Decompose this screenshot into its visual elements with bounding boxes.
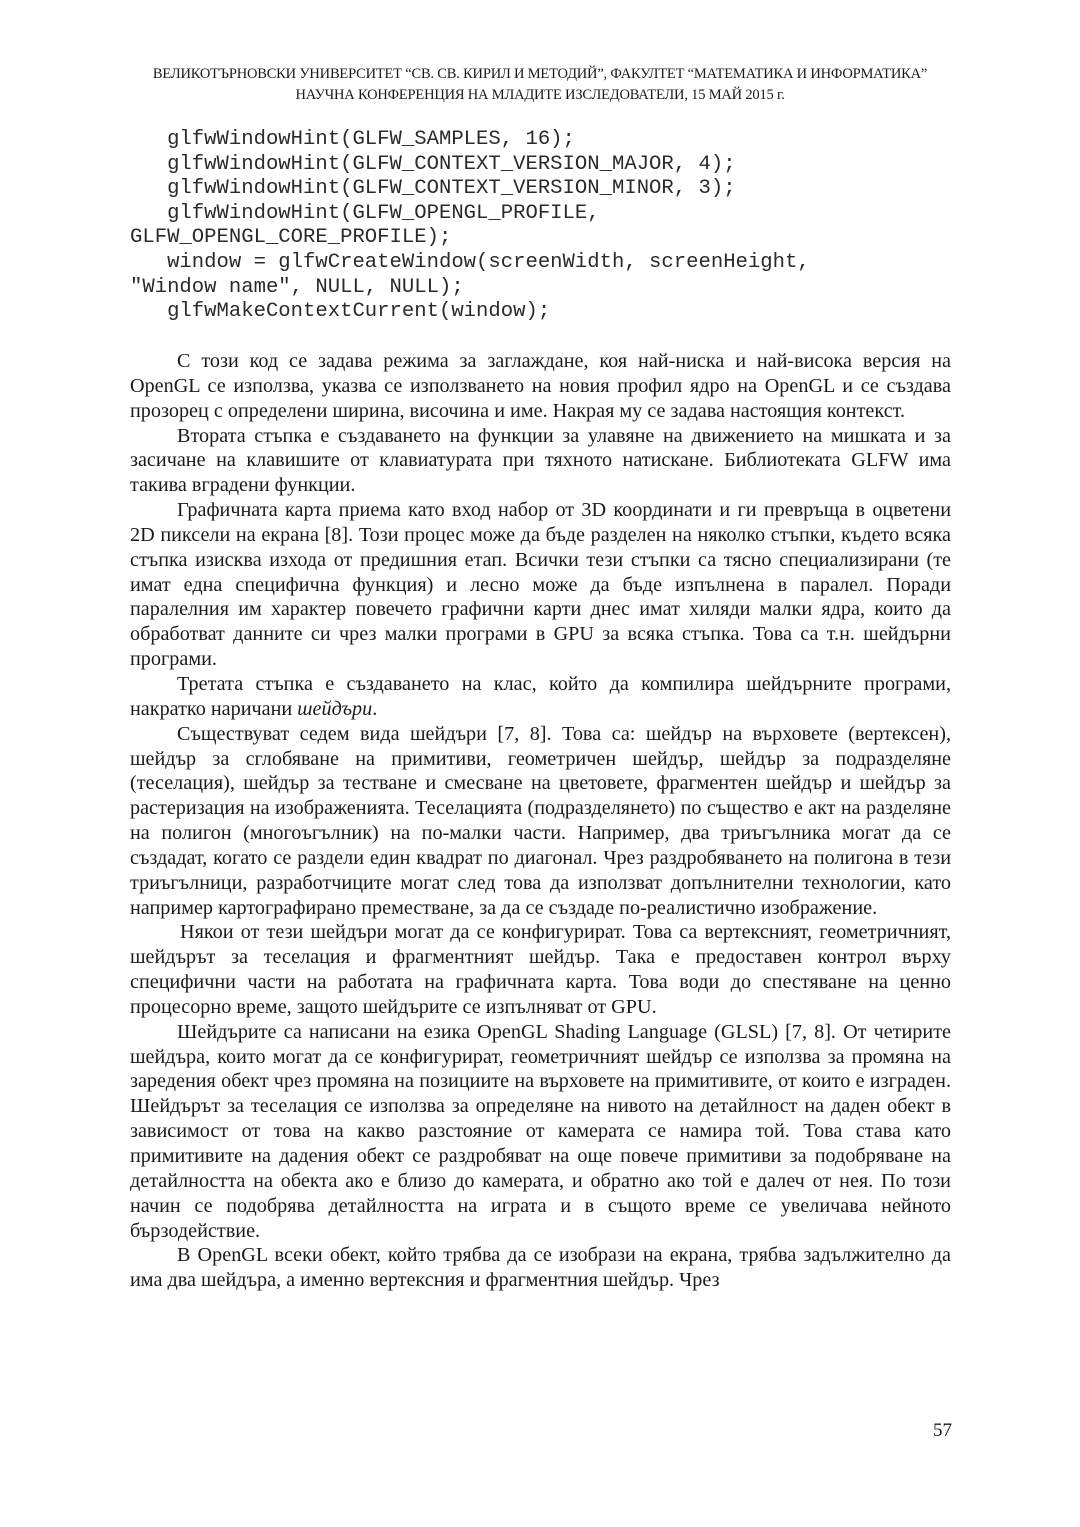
paragraph-text: Третата стъпка е създаването на клас, който да компилира шейдърните програми, накратко наричани: [130, 672, 951, 720]
code-line: glfwMakeContextCurrent(window);: [130, 300, 551, 324]
paragraph: В OpenGL всеки обект, който трябва да се изобрази на екрана, трябва задължително да има два шейдъра, а именно вертексния и фрагментния шейдър. Чрез: [130, 1244, 951, 1292]
running-header: [0, 64, 1080, 106]
code-listing: [130, 128, 960, 325]
paragraph: [130, 672, 951, 722]
body-text: [130, 349, 951, 1293]
paragraph: Съществуват седем вида шейдъри [7, 8]. Това са: шейдър на върховете (вертексен), шейдър за сглобяване на примитиви, геометричен шейдър, шейдър за подразделяне (теселация), шейдър за тестване и смесване на цветовете, фрагментен шейдър и шейдър за растеризация на изображенията. Теселацията (подразделянето) по същество е акт на разделяне на полигон (многоъгълник) на по-малки части. Например, два триъгълника могат да се създадат, когато се раздели един квадрат по диагонал. Чрез раздробяването на полигона в тези триъгълници, разработчиците могат след това да използват допълнителни технологии, като например картографирано преместване, за да се създаде по-реалистично изображение.: [130, 722, 951, 919]
paragraph: С този код се задава режима за заглаждане, коя най-ниска и най-висока версия на OpenGL се използва, указва се използването на новия профил ядро на OpenGL и се създава прозорец с определени ширина, височина и име. Накрая му се задава настоящия контекст.: [130, 350, 951, 422]
header-university-line: ВЕЛИКОТЪРНОВСКИ УНИВЕРСИТЕТ “СВ. СВ. КИРИЛ И МЕТОДИЙ”, ФАКУЛТЕТ “МАТЕМАТИКА И ИНФОРМАТИКА”: [152, 66, 928, 82]
paragraph: Графичната карта приема като вход набор от 3D координати и ги превръща в оцветени 2D пиксели на екрана [8]. Този процес може да бъде разделен на няколко стъпки, където всяка стъпка изисква изхода от предишния етап. Всички тези стъпки са тясно специализирани (те имат една специфична функция) и лесно може да бъде изпълнена в паралел. Поради паралелния им характер повечето графични карти днес имат хиляди малки ядра, които да обработват данните си чрез малки програми в GPU за всяка стъпка. Това са т.н. шейдърни програми.: [130, 499, 951, 671]
paragraph: Шейдърите са написани на езика OpenGL Shading Language (GLSL) [7, 8]. От четирите шейдъра, които могат да се конфигурират, геометричният шейдър се използва за промяна на заредения обект чрез промяна на позициите на върховете на примитивите, от които е изграден. Шейдърът за теселация се използва за определяне на нивото на детайлност на даден обект в зависимост от това на какво разстояние от камерата се намира той. Това става като примитивите на дадения обект се раздробяват на още повече примитиви за подобряване на детайлността на обекта ако е близо до камерата, и обратно ако той е далеч от нея. По този начин се подобрява детайлността на играта и в същото време се увеличава нейното бързодействие.: [130, 1020, 951, 1242]
emphasized-term: шейдъри: [297, 697, 373, 720]
paragraph: Някои от тези шейдъри могат да се конфигурират. Това са вертексният, геометричният, шейдърът за теселация и фрагментният шейдър. Така е предоставен контрол върху специфични части на работата на графичната карта. Това води до спестяване на ценно процесорно време, защото шейдърите се изпълняват от GPU.: [130, 921, 951, 1018]
code-line: glfwWindowHint(GLFW_CONTEXT_VERSION_MAJOR, 4);: [130, 152, 736, 176]
header-conference-line: НАУЧНА КОНФЕРЕНЦИЯ НА МЛАДИТЕ ИЗСЛЕДОВАТЕЛИ, 15 МАЙ 2015 г.: [295, 87, 785, 103]
code-line: window = glfwCreateWindow(screenWidth, screenHeight,: [130, 250, 810, 274]
paragraph-end: .: [372, 697, 378, 720]
page-number: 57: [933, 1420, 952, 1441]
code-line: glfwWindowHint(GLFW_OPENGL_PROFILE,: [130, 201, 600, 225]
code-line: glfwWindowHint(GLFW_SAMPLES, 16);: [130, 128, 575, 151]
code-line: "Window name", NULL, NULL);: [130, 275, 464, 299]
paragraph: Втората стъпка е създаването на функции за улавяне на движението на мишката и за засичане на клавишите от клавиатурата при тяхното натискане. Библиотеката GLFW има такива вградени функции.: [130, 424, 951, 497]
code-line: glfwWindowHint(GLFW_CONTEXT_VERSION_MINOR, 3);: [130, 177, 736, 201]
code-line: GLFW_OPENGL_CORE_PROFILE);: [130, 226, 452, 250]
